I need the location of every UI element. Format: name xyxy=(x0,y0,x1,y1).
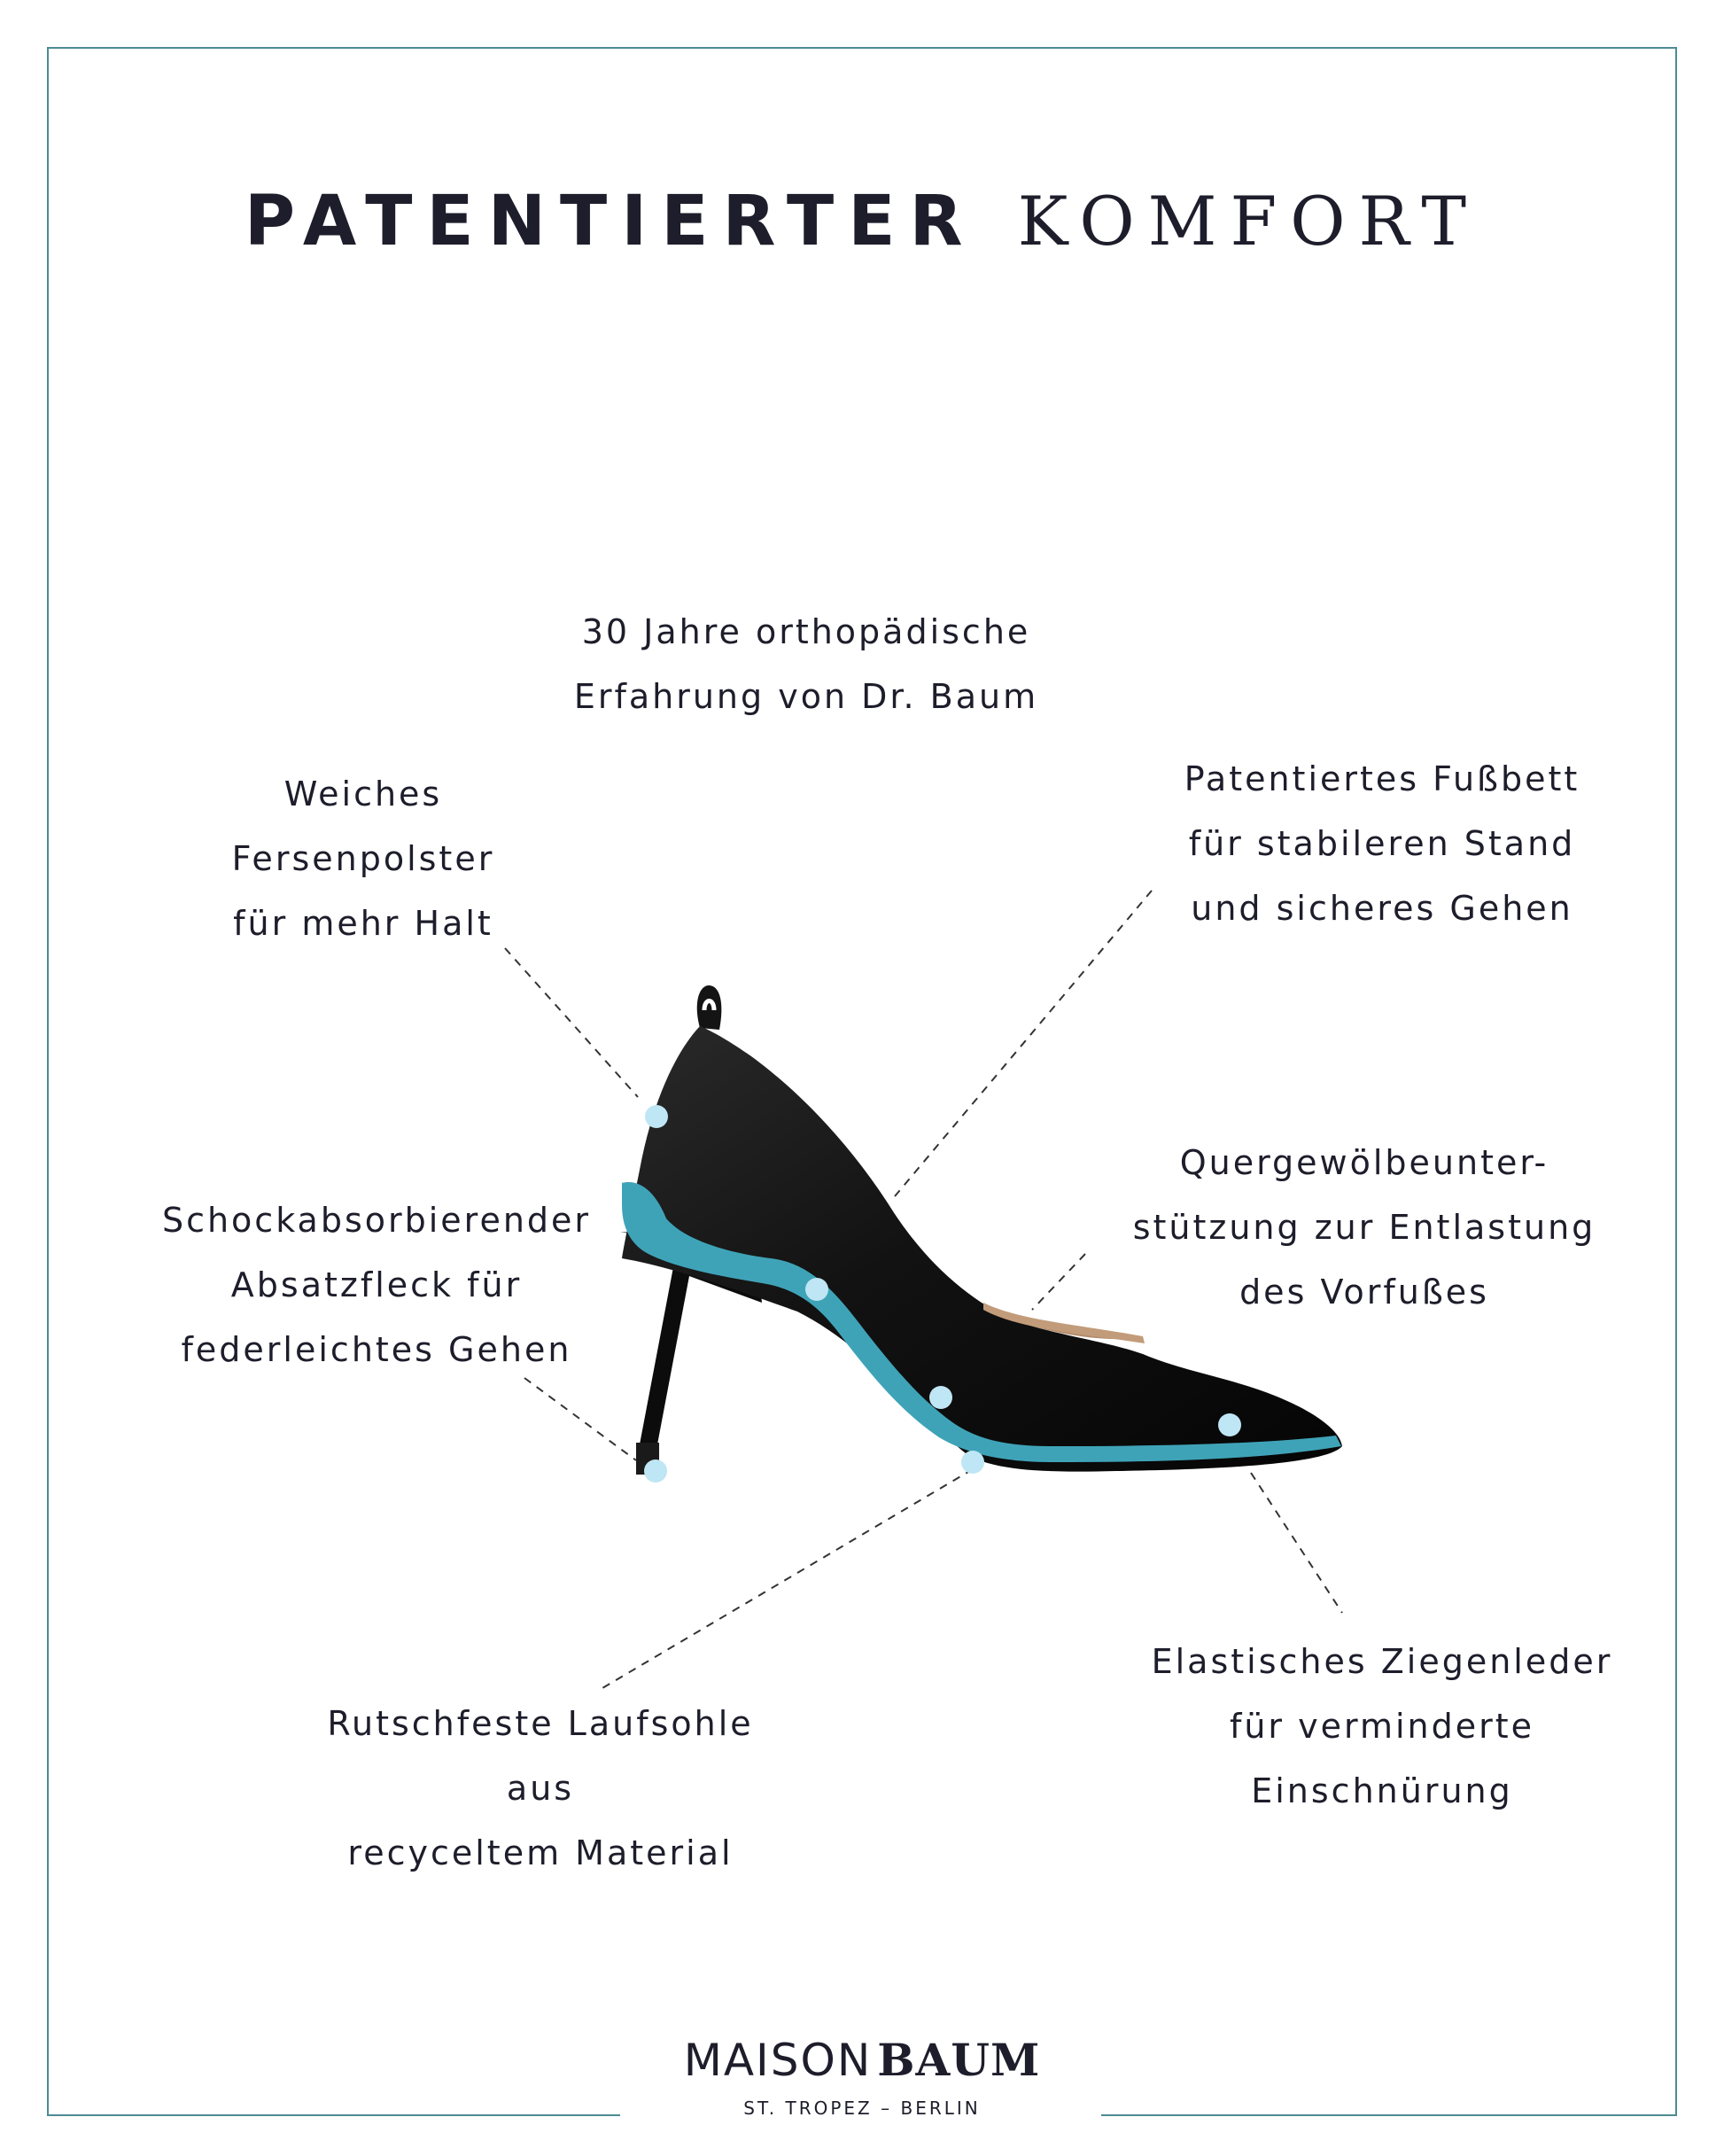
dot-heel-pad xyxy=(645,1105,668,1128)
title-bold: PATENTIERTER xyxy=(244,182,977,261)
dot-sole xyxy=(961,1451,984,1474)
heel-tab xyxy=(697,985,722,1030)
label-sole: Rutschfeste Laufsohle aus recyceltem Material xyxy=(327,1704,754,1872)
label-heel-pad: Weiches Fersenpolster für mehr Halt xyxy=(231,774,495,943)
brand-tagline: ST. TROPEZ – BERLIN xyxy=(743,2098,981,2119)
dot-shock xyxy=(644,1459,667,1483)
dot-leather xyxy=(1218,1413,1241,1436)
brand-name-light: MAISON xyxy=(683,2035,873,2086)
dot-footbed xyxy=(805,1278,828,1301)
label-leather: Elastisches Ziegenleder für verminderte Einschnürung xyxy=(1151,1642,1613,1810)
leader-heel-pad xyxy=(505,948,638,1097)
dot-arch xyxy=(929,1386,952,1409)
brand-logo xyxy=(0,2034,1724,2086)
brand-name-bold: BAUM xyxy=(877,2034,1041,2086)
leader-shock xyxy=(524,1378,636,1460)
label-shock: Schockabsorbierender Absatzfleck für federleichtes Gehen xyxy=(161,1201,592,1369)
leader-leather xyxy=(1251,1473,1342,1613)
label-footbed: Patentiertes Fußbett für stabileren Stand und sicheres Gehen xyxy=(1184,759,1580,928)
label-arch: Quergewölbeunter- stützung zur Entlastung des Vorfußes xyxy=(1132,1143,1596,1312)
title-light: KOMFORT xyxy=(1017,182,1480,261)
leader-sole xyxy=(602,1469,973,1688)
label-experience: 30 Jahre orthopädische Erfahrung von Dr. Baum xyxy=(573,612,1039,716)
